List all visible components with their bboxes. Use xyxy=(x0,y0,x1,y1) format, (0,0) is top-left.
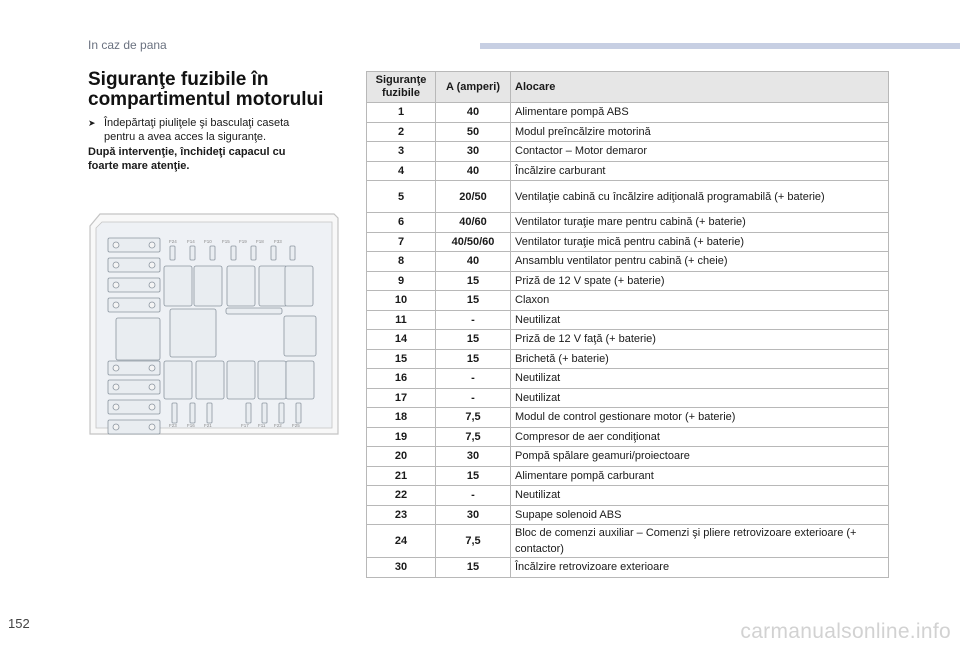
table-header-row xyxy=(367,72,889,103)
small-fuse xyxy=(271,246,276,260)
screw-icon xyxy=(113,282,119,288)
fuse-label: F24 xyxy=(169,239,177,244)
amperage-cell: 7,5 xyxy=(436,408,511,428)
fuse-label: F33 xyxy=(274,239,282,244)
page-title: Siguranţe fuzibile în compartimentul motorului xyxy=(88,69,324,110)
small-fuse xyxy=(207,403,212,423)
amperage-cell: 40 xyxy=(436,161,511,181)
screw-icon xyxy=(113,365,119,371)
allocation-cell: Neutilizat xyxy=(511,369,889,389)
small-fuse xyxy=(210,246,215,260)
fuse-number-cell: 1 xyxy=(367,103,436,123)
allocation-cell: Ansamblu ventilator pentru cabină (+ cheie) xyxy=(511,252,889,272)
allocation-cell: Supape solenoid ABS xyxy=(511,505,889,525)
allocation-cell: Încălzire carburant xyxy=(511,161,889,181)
table-row xyxy=(367,369,889,389)
col-header-allocation: Alocare xyxy=(511,72,889,103)
small-fuse xyxy=(231,246,236,260)
small-fuse xyxy=(190,403,195,423)
fuse-label: F15 xyxy=(222,239,230,244)
fuse-label: F10 xyxy=(204,239,212,244)
screw-icon xyxy=(149,404,155,410)
relay xyxy=(286,361,314,399)
relay xyxy=(194,266,222,306)
allocation-cell: Modul preîncălzire motorină xyxy=(511,122,889,142)
amperage-cell: 50 xyxy=(436,122,511,142)
table-row xyxy=(367,310,889,330)
amperage-cell: 30 xyxy=(436,447,511,467)
table-row xyxy=(367,142,889,162)
amperage-cell: 7,5 xyxy=(436,427,511,447)
table-row xyxy=(367,213,889,233)
fuse-label: F21 xyxy=(204,423,212,428)
fuse-number-cell: 8 xyxy=(367,252,436,272)
amperage-cell: 30 xyxy=(436,142,511,162)
table-row xyxy=(367,447,889,467)
fuse-label: F25 xyxy=(292,423,300,428)
fuse-number-cell: 6 xyxy=(367,213,436,233)
fuse-number-cell: 18 xyxy=(367,408,436,428)
table-row xyxy=(367,122,889,142)
header-bar xyxy=(480,43,960,49)
amperage-cell: 20/50 xyxy=(436,181,511,213)
fuse-number-cell: 24 xyxy=(367,525,436,558)
fuse-number-cell: 20 xyxy=(367,447,436,467)
bullet-icon: ➤ xyxy=(88,118,96,128)
screw-icon xyxy=(149,262,155,268)
table-row xyxy=(367,252,889,272)
page-number: 152 xyxy=(8,616,30,631)
relay xyxy=(285,266,313,306)
fuse-label: F11 xyxy=(258,423,266,428)
screw-icon xyxy=(113,424,119,430)
fuse-label: F22 xyxy=(274,423,282,428)
fuse-label: F23 xyxy=(169,423,177,428)
table-row xyxy=(367,466,889,486)
screw-icon xyxy=(113,302,119,308)
amperage-cell: 40/50/60 xyxy=(436,232,511,252)
small-fuse xyxy=(290,246,295,260)
connector-bar xyxy=(226,308,282,314)
fuse-number-cell: 14 xyxy=(367,330,436,350)
small-fuse xyxy=(246,403,251,423)
relay xyxy=(258,361,286,399)
allocation-cell: Compresor de aer condiţionat xyxy=(511,427,889,447)
table-row xyxy=(367,161,889,181)
relay xyxy=(284,316,316,356)
fuse-number-cell: 16 xyxy=(367,369,436,389)
fuse-number-cell: 5 xyxy=(367,181,436,213)
table-row xyxy=(367,181,889,213)
allocation-cell: Neutilizat xyxy=(511,388,889,408)
screw-icon xyxy=(149,365,155,371)
amperage-cell: - xyxy=(436,486,511,506)
screw-icon xyxy=(113,404,119,410)
screw-icon xyxy=(113,384,119,390)
instruction-text: Îndepărtaţi piuliţele şi basculaţi caseta pentru a avea acces la siguranţe. xyxy=(104,117,290,143)
allocation-cell: Alimentare pompă carburant xyxy=(511,466,889,486)
amperage-cell: 7,5 xyxy=(436,525,511,558)
fuse-table xyxy=(366,71,889,578)
screw-icon xyxy=(149,424,155,430)
amperage-cell: - xyxy=(436,369,511,389)
small-fuse xyxy=(190,246,195,260)
amperage-cell: 40/60 xyxy=(436,213,511,233)
table-row xyxy=(367,232,889,252)
allocation-cell: Ventilator turaţie mare pentru cabină (+ baterie) xyxy=(511,213,889,233)
fuse-number-cell: 19 xyxy=(367,427,436,447)
allocation-cell: Încălzire retrovizoare exterioare xyxy=(511,558,889,578)
fuse-number-cell: 17 xyxy=(367,388,436,408)
table-row xyxy=(367,558,889,578)
screw-icon xyxy=(113,262,119,268)
fuse-number-cell: 22 xyxy=(367,486,436,506)
amperage-cell: 15 xyxy=(436,466,511,486)
screw-icon xyxy=(149,302,155,308)
fuse-number-cell: 15 xyxy=(367,349,436,369)
fuse-number-cell: 10 xyxy=(367,291,436,311)
amperage-cell: 40 xyxy=(436,252,511,272)
fuse-number-cell: 9 xyxy=(367,271,436,291)
fuse-label: F14 xyxy=(187,239,195,244)
amperage-cell: - xyxy=(436,388,511,408)
relay xyxy=(164,266,192,306)
table-row xyxy=(367,330,889,350)
amperage-cell: 15 xyxy=(436,271,511,291)
fuse-label: F19 xyxy=(239,239,247,244)
small-fuse xyxy=(279,403,284,423)
col-header-fuse: Siguranţe fuzibile xyxy=(367,72,436,103)
table-row xyxy=(367,388,889,408)
fuse-number-cell: 21 xyxy=(367,466,436,486)
small-fuse xyxy=(172,403,177,423)
small-fuse xyxy=(251,246,256,260)
amperage-cell: 15 xyxy=(436,558,511,578)
table-row xyxy=(367,408,889,428)
amperage-cell: - xyxy=(436,310,511,330)
allocation-cell: Brichetă (+ baterie) xyxy=(511,349,889,369)
screw-icon xyxy=(149,282,155,288)
amperage-cell: 15 xyxy=(436,330,511,350)
allocation-cell: Contactor – Motor demaror xyxy=(511,142,889,162)
warning-text: După intervenţie, închideţi capacul cu foarte mare atenţie. xyxy=(88,146,286,172)
relay xyxy=(164,361,192,399)
fuse-box-diagram xyxy=(86,210,340,440)
screw-icon xyxy=(149,384,155,390)
table-row xyxy=(367,486,889,506)
fuse-number-cell: 30 xyxy=(367,558,436,578)
allocation-cell: Ventilaţie cabină cu încălzire adiţională programabilă (+ baterie) xyxy=(511,181,889,213)
allocation-cell: Ventilator turaţie mică pentru cabină (+ baterie) xyxy=(511,232,889,252)
table-row xyxy=(367,271,889,291)
small-fuse xyxy=(296,403,301,423)
amperage-cell: 30 xyxy=(436,505,511,525)
table-row xyxy=(367,103,889,123)
instruction-block xyxy=(88,116,318,173)
small-fuse xyxy=(170,246,175,260)
allocation-cell: Neutilizat xyxy=(511,310,889,330)
fuse-number-cell: 11 xyxy=(367,310,436,330)
allocation-cell: Modul de control gestionare motor (+ baterie) xyxy=(511,408,889,428)
allocation-cell: Alimentare pompă ABS xyxy=(511,103,889,123)
table-row xyxy=(367,349,889,369)
watermark: carmanualsonline.info xyxy=(740,620,951,643)
table-row xyxy=(367,427,889,447)
relay xyxy=(196,361,224,399)
screw-icon xyxy=(113,242,119,248)
relay xyxy=(227,361,255,399)
amperage-cell: 15 xyxy=(436,349,511,369)
table-row xyxy=(367,505,889,525)
left-relay-block xyxy=(116,318,160,360)
fuse-number-cell: 2 xyxy=(367,122,436,142)
fuse-number-cell: 4 xyxy=(367,161,436,181)
fuse-label: F16 xyxy=(187,423,195,428)
fuse-label: F18 xyxy=(256,239,264,244)
amperage-cell: 40 xyxy=(436,103,511,123)
allocation-cell: Priză de 12 V faţă (+ baterie) xyxy=(511,330,889,350)
fuse-label: F17 xyxy=(241,423,249,428)
allocation-cell: Pompă spălare geamuri/proiectoare xyxy=(511,447,889,467)
main-relay xyxy=(170,309,216,357)
allocation-cell: Claxon xyxy=(511,291,889,311)
table-row xyxy=(367,525,889,558)
amperage-cell: 15 xyxy=(436,291,511,311)
screw-icon xyxy=(149,242,155,248)
col-header-amps: A (amperi) xyxy=(436,72,511,103)
allocation-cell: Bloc de comenzi auxiliar – Comenzi şi pliere retrovizoare exterioare (+ contactor) xyxy=(511,525,889,558)
small-fuse xyxy=(262,403,267,423)
allocation-cell: Priză de 12 V spate (+ baterie) xyxy=(511,271,889,291)
allocation-cell: Neutilizat xyxy=(511,486,889,506)
table-row xyxy=(367,291,889,311)
relay xyxy=(259,266,287,306)
fuse-number-cell: 23 xyxy=(367,505,436,525)
section-header: In caz de pana xyxy=(88,38,167,52)
fuse-number-cell: 3 xyxy=(367,142,436,162)
fuse-number-cell: 7 xyxy=(367,232,436,252)
relay xyxy=(227,266,255,306)
